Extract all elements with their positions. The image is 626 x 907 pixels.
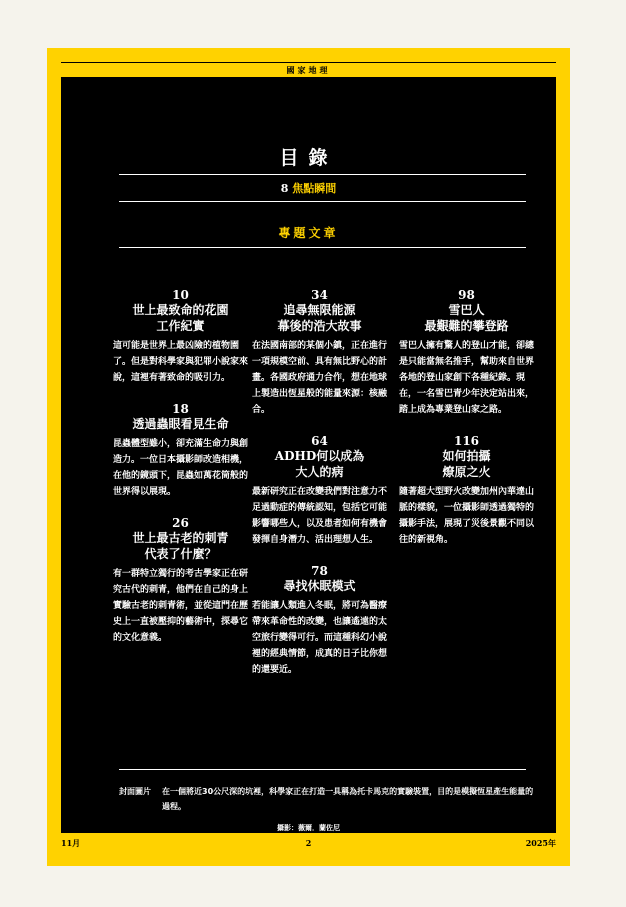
toc-entry[interactable] — [252, 288, 387, 418]
divider — [119, 247, 526, 248]
page-title: 目錄 — [279, 147, 338, 169]
toc-column-3 — [399, 288, 534, 564]
footer-month: 11月 — [61, 838, 81, 848]
toc-panel — [61, 77, 556, 832]
toc-entry[interactable] — [113, 402, 248, 500]
entry-desc: 若能讓人類進入冬眠，將可為醫療帶來革命性的改變，也讓遙遠的太空旅行變得可行。而這種科幻小說裡的經典情節，成真的日子比你想的還要近。 — [252, 601, 388, 675]
entry-title: 追尋無限能源 幕後的浩大故事 — [277, 303, 362, 333]
cover-text: 在一個將近30公尺深的坑裡，科學家正在打造一具稱為托卡馬克的實驗裝置，目的是模擬恆星產生能量的過程。 — [162, 787, 534, 811]
entry-title: 如何拍攝 燎原之火 — [442, 449, 491, 479]
entry-title: ADHD何以成為 大人的病 — [274, 449, 365, 479]
entry-page: 64 — [311, 434, 328, 448]
highlight-page: 8 — [280, 182, 289, 195]
entry-title: 尋找休眠模式 — [283, 579, 356, 593]
entry-page: 116 — [453, 434, 480, 448]
toc-column-1 — [113, 288, 248, 662]
footer-rule — [61, 832, 556, 833]
entry-title: 雪巴人 最艱難的攀登路 — [424, 303, 509, 333]
entry-page: 26 — [172, 516, 189, 530]
entry-desc: 有一群特立獨行的考古學家正在研究古代的刺青，他們在自己的身上實驗古老的刺青術，並從這門在歷史上一直被壓抑的藝術中，探尋它的文化意義。 — [113, 569, 249, 643]
section-heading: 專題文章 — [278, 226, 339, 240]
divider — [119, 201, 526, 202]
entry-title: 世上最致命的花園 工作紀實 — [132, 303, 229, 333]
footer-year: 2025年 — [525, 838, 556, 848]
divider — [119, 769, 526, 770]
entry-desc: 這可能是世界上最凶險的植物園了。但是對科學家與犯罪小說家來說，這裡有著致命的吸引力。 — [113, 341, 249, 383]
toc-entry[interactable] — [399, 288, 534, 418]
entry-desc: 隨著超大型野火改變加州內華達山脈的樣貌，一位攝影師透過獨特的攝影手法，展現了災後景觀不同以往的新視角。 — [399, 487, 535, 545]
cover-label: 封面圖片 — [119, 787, 151, 796]
photo-credit: 攝影：薇爾．蘭佐尼 — [277, 824, 340, 832]
entry-page: 10 — [172, 288, 189, 302]
highlight-entry[interactable] — [61, 180, 556, 196]
cover-caption — [119, 784, 537, 814]
entry-desc: 昆蟲體型雖小，卻充滿生命力與創造力。一位日本攝影師改造相機，在他的鏡頭下，昆蟲如萬花筒般的世界得以展現。 — [113, 439, 249, 497]
entry-page: 98 — [458, 288, 475, 302]
toc-entry[interactable] — [113, 516, 248, 646]
toc-entry[interactable] — [113, 288, 248, 386]
divider — [119, 174, 526, 175]
highlight-label: 焦點瞬間 — [292, 182, 337, 195]
toc-entry[interactable] — [399, 434, 534, 548]
toc-entry[interactable] — [252, 434, 387, 548]
toc-column-2 — [252, 288, 387, 694]
entry-desc: 在法國南部的某個小鎮，正在進行一項規模空前、具有無比野心的計畫。各國政府通力合作，想在地球上製造出恆星般的能量來源：核融合。 — [252, 341, 388, 415]
entry-desc: 最新研究正在改變我們對注意力不足過動症的傳統認知，包括它可能影響哪些人，以及患者如何有機會發揮自身潛力、活出理想人生。 — [252, 487, 388, 545]
entry-title: 世上最古老的刺青 代表了什麼？ — [132, 531, 229, 561]
entry-desc: 雪巴人擁有驚人的登山才能，卻總是只能當無名推手，幫助來自世界各地的登山家創下各種紀錄。現在，一名雪巴青少年決定站出來，踏上成為專業登山家之路。 — [399, 341, 535, 415]
magazine-frame — [47, 48, 570, 866]
entry-title: 透過蟲眼看見生命 — [132, 417, 229, 431]
entry-page: 78 — [311, 564, 328, 578]
entry-page: 34 — [311, 288, 328, 302]
entry-page: 18 — [172, 402, 189, 416]
footer-page-number: 2 — [305, 838, 312, 848]
masthead: 國家地理 — [61, 62, 556, 80]
toc-entry[interactable] — [252, 564, 387, 678]
